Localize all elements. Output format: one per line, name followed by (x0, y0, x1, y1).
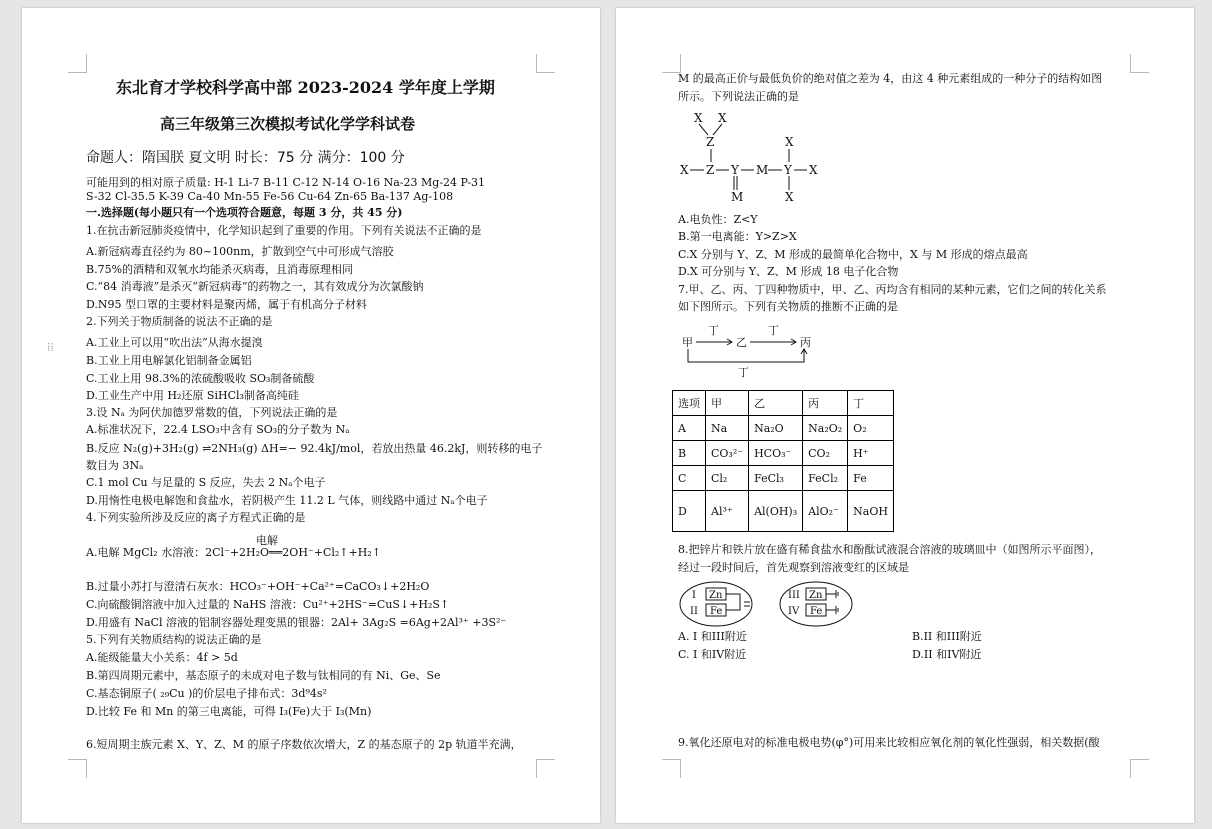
table-cell: Na₂O₂ (803, 416, 848, 441)
table-cell: NaOH (848, 491, 894, 532)
atom-x: X (785, 190, 794, 204)
table-cell: H⁺ (848, 441, 894, 466)
options-table (672, 390, 894, 532)
table-cell: A (673, 416, 706, 441)
atom-x: X (718, 111, 727, 125)
option-6b: B.第一电离能：Y>Z>X (678, 230, 797, 243)
reagent-ding: 丁 (708, 324, 719, 337)
option-6d: D.X 可分别与 Y、Z、M 形成 18 电子化合物 (678, 265, 899, 278)
table-cell: Na (706, 416, 749, 441)
atom-x: X (809, 163, 818, 177)
crop-mark (662, 759, 681, 778)
electrode-label: Fe (810, 606, 823, 617)
question-8-cont: 经过一段时间后，首先观察到溶液变红的区域是 (678, 561, 909, 574)
option-1d: D.N95 型口罩的主要材料是聚丙烯，属于有机高分子材料 (86, 298, 368, 311)
table-cell: Na₂O (749, 416, 803, 441)
table-row (673, 441, 894, 466)
atom-m: M (731, 190, 744, 204)
table-cell: HCO₃⁻ (749, 441, 803, 466)
zinc-iron-dish-figure (678, 580, 878, 630)
crop-mark (662, 54, 681, 73)
table-header: 甲 (706, 391, 749, 416)
table-cell: CO₂ (803, 441, 848, 466)
option-5b: B.第四周期元素中，基态原子的未成对电子数与钛相同的有 Ni、Ge、Se (86, 669, 441, 682)
electrode-label: Fe (710, 606, 723, 617)
option-1a: A.新冠病毒直径约为 80~100nm，扩散到空气中可形成气溶胶 (86, 245, 394, 258)
region-label: III (788, 590, 800, 601)
option-8c: C. I 和IV附近 (678, 648, 747, 661)
electrode-label: Zn (809, 590, 823, 601)
atom-z: Z (706, 163, 715, 177)
atom-y: Y (731, 163, 739, 177)
crop-mark (1130, 54, 1149, 73)
question-7: 7.甲、乙、丙、丁四种物质中，甲、乙、丙均含有相同的某种元素，它们之间的转化关系 (678, 283, 1107, 296)
table-cell: Al³⁺ (706, 491, 749, 532)
option-8a: A. I 和III附近 (678, 630, 747, 643)
table-cell: FeCl₂ (803, 466, 848, 491)
table-row (673, 491, 894, 532)
question-4: 4.下列实验所涉及反应的离子方程式正确的是 (86, 511, 306, 524)
option-3a: A.标准状况下，22.4 LSO₃中含有 SO₃的分子数为 Nₐ (86, 423, 350, 436)
atom-m: M (756, 163, 769, 177)
exam-title-line2: 高三年级第三次模拟考试化学学科试卷 (160, 115, 416, 133)
table-row (673, 466, 894, 491)
table-cell: CO₃²⁻ (706, 441, 749, 466)
option-4b: B.过量小苏打与澄清石灰水：HCO₃⁻+OH⁻+Ca²⁺=CaCO₃↓+2H₂O (86, 580, 430, 593)
region-label: IV (788, 606, 800, 617)
question-7-cont: 如下图所示。下列有关物质的推断不正确的是 (678, 300, 898, 313)
question-6-cont: 所示。下列说法正确的是 (678, 90, 799, 103)
question-2: 2.下列关于物质制备的说法不正确的是 (86, 315, 273, 328)
atom-y: Y (784, 163, 792, 177)
molecule-structure-diagram (676, 108, 856, 208)
section-heading: 一.选择题(每小题只有一个选项符合题意，每题 3 分，共 45 分) (86, 206, 403, 219)
reagent-ding: 丁 (768, 324, 779, 337)
option-3d: D.用惰性电极电解饱和食盐水，若阴极产生 11.2 L 气体，则线路中通过 Nₐ个电子 (86, 494, 488, 507)
question-8: 8.把锌片和铁片放在盛有稀食盐水和酚酞试液混合溶液的玻璃皿中（如图所示平面图）， (678, 543, 1101, 556)
option-2b: B.工业上用电解氯化铝制备金属铝 (86, 354, 252, 367)
drag-handle-icon[interactable]: ⁞⁞ (47, 340, 54, 354)
option-2d: D.工业生产中用 H₂还原 SiHCl₃制备高纯硅 (86, 389, 299, 402)
exam-title-line1: 东北育才学校科学高中部 2023-2024 学年度上学期 (116, 78, 495, 97)
table-header: 丁 (848, 391, 894, 416)
option-5a: A.能级能量大小关系：4f > 5d (86, 651, 238, 664)
option-3b: B.反应 N₂(g)+3H₂(g) ⇌2NH₃(g) ΔH=− 92.4kJ/mol，若放出热量 46.2kJ，则转移的电子 (86, 442, 543, 455)
question-5: 5.下列有关物质结构的说法正确的是 (86, 633, 262, 646)
species-jia: 甲 (682, 336, 693, 349)
table-cell: D (673, 491, 706, 532)
table-header: 选项 (673, 391, 706, 416)
option-8d: D.II 和IV附近 (912, 648, 982, 661)
option-2c: C.工业上用 98.3%的浓硫酸吸收 SO₃制备硫酸 (86, 372, 315, 385)
atom-z: Z (706, 135, 715, 149)
table-cell: Al(OH)₃ (749, 491, 803, 532)
question-6: 6.短周期主族元素 X、Y、Z、M 的原子序数依次增大，Z 的基态原子的 2p 轨道半充满， (86, 738, 522, 751)
option-1c: C.“84 消毒液”是杀灭“新冠病毒”的药物之一，其有效成分为次氯酸钠 (86, 280, 424, 293)
atom-x: X (785, 135, 794, 149)
option-5c: C.基态铜原子( ₂₉Cu )的价层电子排布式：3d⁹4s² (86, 687, 327, 700)
atom-x: X (680, 163, 689, 177)
region-label: II (690, 606, 698, 617)
option-1b: B.75%的酒精和双氧水均能杀灭病毒，且消毒原理相同 (86, 263, 354, 276)
table-cell: O₂ (848, 416, 894, 441)
option-4c: C.向硫酸铜溶液中加入过量的 NaHS 溶液：Cu²⁺+2HS⁻=CuS↓+H₂S↑ (86, 598, 450, 611)
crop-mark (536, 54, 555, 73)
table-cell: AlO₂⁻ (803, 491, 848, 532)
table-cell: C (673, 466, 706, 491)
crop-mark (68, 54, 87, 73)
species-bing: 丙 (800, 336, 811, 349)
option-3b-cont: 数目为 3Nₐ (86, 459, 144, 472)
page-1 (22, 8, 600, 823)
table-cell: B (673, 441, 706, 466)
table-cell: Cl₂ (706, 466, 749, 491)
region-label: I (692, 590, 696, 601)
question-9: 9.氧化还原电对的标准电极电势(φ°)可用来比较相应氧化剂的氧化性强弱，相关数据(酸 (678, 736, 1100, 749)
table-cell: Fe (848, 466, 894, 491)
option-6c: C.X 分别与 Y、Z、M 形成的最简单化合物中，X 与 M 形成的熔点最高 (678, 248, 1028, 261)
table-cell: FeCl₃ (749, 466, 803, 491)
page-2 (616, 8, 1194, 823)
option-8b: B.II 和III附近 (912, 630, 982, 643)
crop-mark (1130, 759, 1149, 778)
question-1: 1.在抗击新冠肺炎疫情中，化学知识起到了重要的作用。下列有关说法不正确的是 (86, 224, 482, 237)
crop-mark (536, 759, 555, 778)
electrolysis-label: 电解 (256, 534, 278, 547)
conversion-scheme (680, 322, 830, 380)
table-header: 丙 (803, 391, 848, 416)
atom-x: X (694, 111, 703, 125)
table-row (673, 416, 894, 441)
table-header-row (673, 391, 894, 416)
table-header: 乙 (749, 391, 803, 416)
option-4d: D.用盛有 NaCl 溶液的铝制容器处理变黑的银器：2Al+ 3Ag₂S =6Ag+2Al³⁺ +3S²⁻ (86, 616, 507, 629)
species-yi: 乙 (736, 336, 747, 349)
electrode-label: Zn (709, 590, 723, 601)
option-4a: A.电解 MgCl₂ 水溶液：2Cl⁻+2H₂O══2OH⁻+Cl₂↑+H₂↑ (86, 546, 381, 559)
option-3c: C.1 mol Cu 与足量的 S 反应，失去 2 Nₐ个电子 (86, 476, 326, 489)
option-2a: A.工业上可以用“吹出法”从海水提溴 (86, 336, 263, 349)
question-3: 3.设 Nₐ 为阿伏加德罗常数的值，下列说法正确的是 (86, 406, 338, 419)
reagent-ding: 丁 (738, 366, 749, 379)
option-6a: A.电负性：Z<Y (678, 213, 758, 226)
exam-meta: 命题人：隋国朕 夏文明 时长：75 分 满分：100 分 (86, 150, 405, 166)
option-5d: D.比较 Fe 和 Mn 的第三电离能，可得 I₃(Fe)大于 I₃(Mn) (86, 705, 372, 718)
crop-mark (68, 759, 87, 778)
question-6-cont: M 的最高正价与最低负价的绝对值之差为 4，由这 4 种元素组成的一种分子的结构如图 (678, 72, 1103, 85)
atomic-masses: 可能用到的相对原子质量: H-1 Li-7 B-11 C-12 N-14 O-16 Na-23 Mg-24 P-31 (86, 176, 486, 189)
atomic-masses: S-32 Cl-35.5 K-39 Ca-40 Mn-55 Fe-56 Cu-64 Zn-65 Ba-137 Ag-108 (86, 190, 454, 203)
